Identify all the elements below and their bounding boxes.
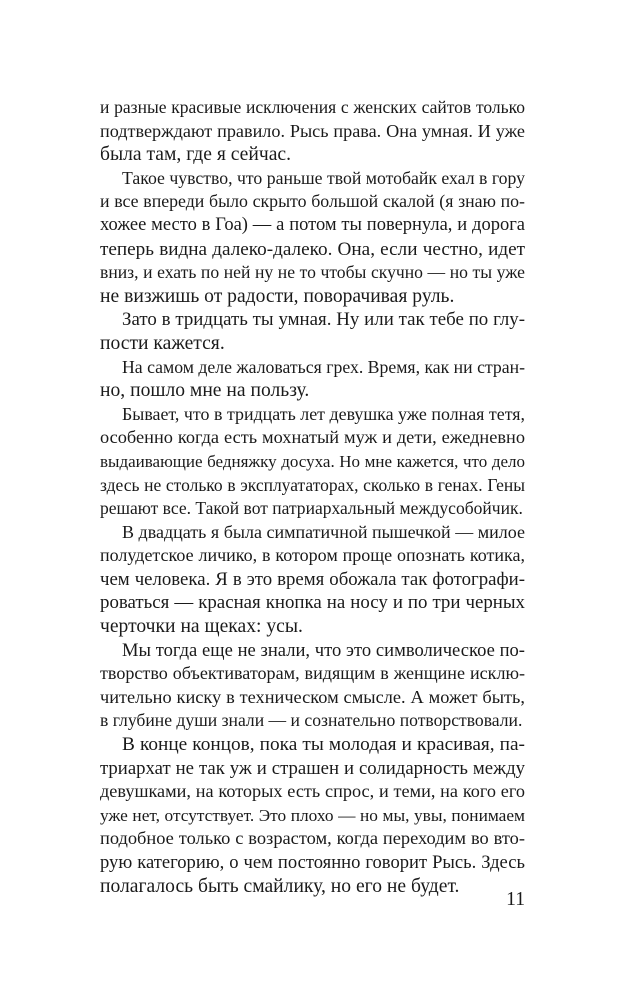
text-line: черточки на щеках: усы.: [100, 616, 303, 638]
text-line: Мы тогда еще не знали, что это символическое по-: [122, 639, 525, 661]
text-line: не визжишь от радости, поворачивая руль.: [100, 285, 455, 307]
text-line: вниз, и ехать по ней ну не то чтобы скучно — но ты уже: [100, 262, 525, 283]
text-line: девушками, на которых есть спрос, и теми, на кого его: [100, 781, 525, 802]
text-line: уже нет, отсутствует. Это плохо — но мы, увы, понимаем: [100, 805, 525, 825]
text-line: рую категорию, о чем постоянно говорит Рысь. Здесь: [100, 852, 525, 873]
text-line: роваться — красная кнопка на носу и по три черных: [100, 592, 525, 614]
text-line: триархат не так уж и страшен и солидарность между: [100, 757, 525, 779]
text-line: Бывает, что в тридцать лет девушка уже полная тетя,: [122, 403, 525, 424]
body-text: [100, 96, 525, 898]
text-line: и все впереди было скрыто большой скалой (я знаю по-: [100, 191, 525, 212]
text-line: На самом деле жаловаться грех. Время, как ни стран-: [122, 356, 526, 377]
text-line: творство объективаторам, видящим в женщине исклю-: [100, 663, 525, 684]
text-line: выдаивающие бедняжку досуха. Но мне кажется, что дело: [100, 451, 525, 471]
text-line: В двадцать я была симпатичной пышечкой — милое: [122, 521, 525, 542]
text-line: здесь не столько в эксплуататорах, сколько в генах. Гены: [100, 474, 525, 495]
text-line: чительно киску в техническом смысле. А может быть,: [100, 686, 525, 707]
text-line: решают все. Такой вот патриархальный междусобойчик.: [100, 498, 523, 519]
text-line: но, пошло мне на пользу.: [100, 380, 310, 402]
text-line: полудетское личико, в котором проще опознать котика,: [100, 545, 525, 566]
text-line: Зато в тридцать ты умная. Ну или так тебе по глу-: [122, 309, 525, 331]
text-line: подтверждают правило. Рысь права. Она умная. И уже: [100, 120, 525, 141]
text-line: была там, где я сейчас.: [100, 144, 292, 166]
page-number: 11: [506, 889, 525, 910]
text-line: в глубине души знали — и сознательно потворствовали.: [100, 710, 523, 731]
text-line: В конце концов, пока ты молодая и красивая, па-: [122, 734, 525, 756]
text-line: подобное только с возрастом, когда переходим во вто-: [100, 828, 525, 849]
text-line: пости кажется.: [100, 332, 225, 354]
text-line: хожее место в Гоа) — а потом ты повернула, и дорога: [100, 214, 525, 235]
text-line: и разные красивые исключения с женских сайтов только: [100, 97, 525, 117]
text-line: полагалось быть смайлику, но его не будет.: [100, 875, 460, 897]
text-line: особенно когда есть мохнатый муж и дети, ежедневно: [100, 427, 525, 448]
text-line: чем человека. Я в это время обожала так фотографи-: [100, 568, 525, 590]
text-line: теперь видна далеко-далеко. Она, если честно, идет: [100, 238, 525, 260]
text-line: Такое чувство, что раньше твой мотобайк ехал в гору: [122, 167, 525, 188]
